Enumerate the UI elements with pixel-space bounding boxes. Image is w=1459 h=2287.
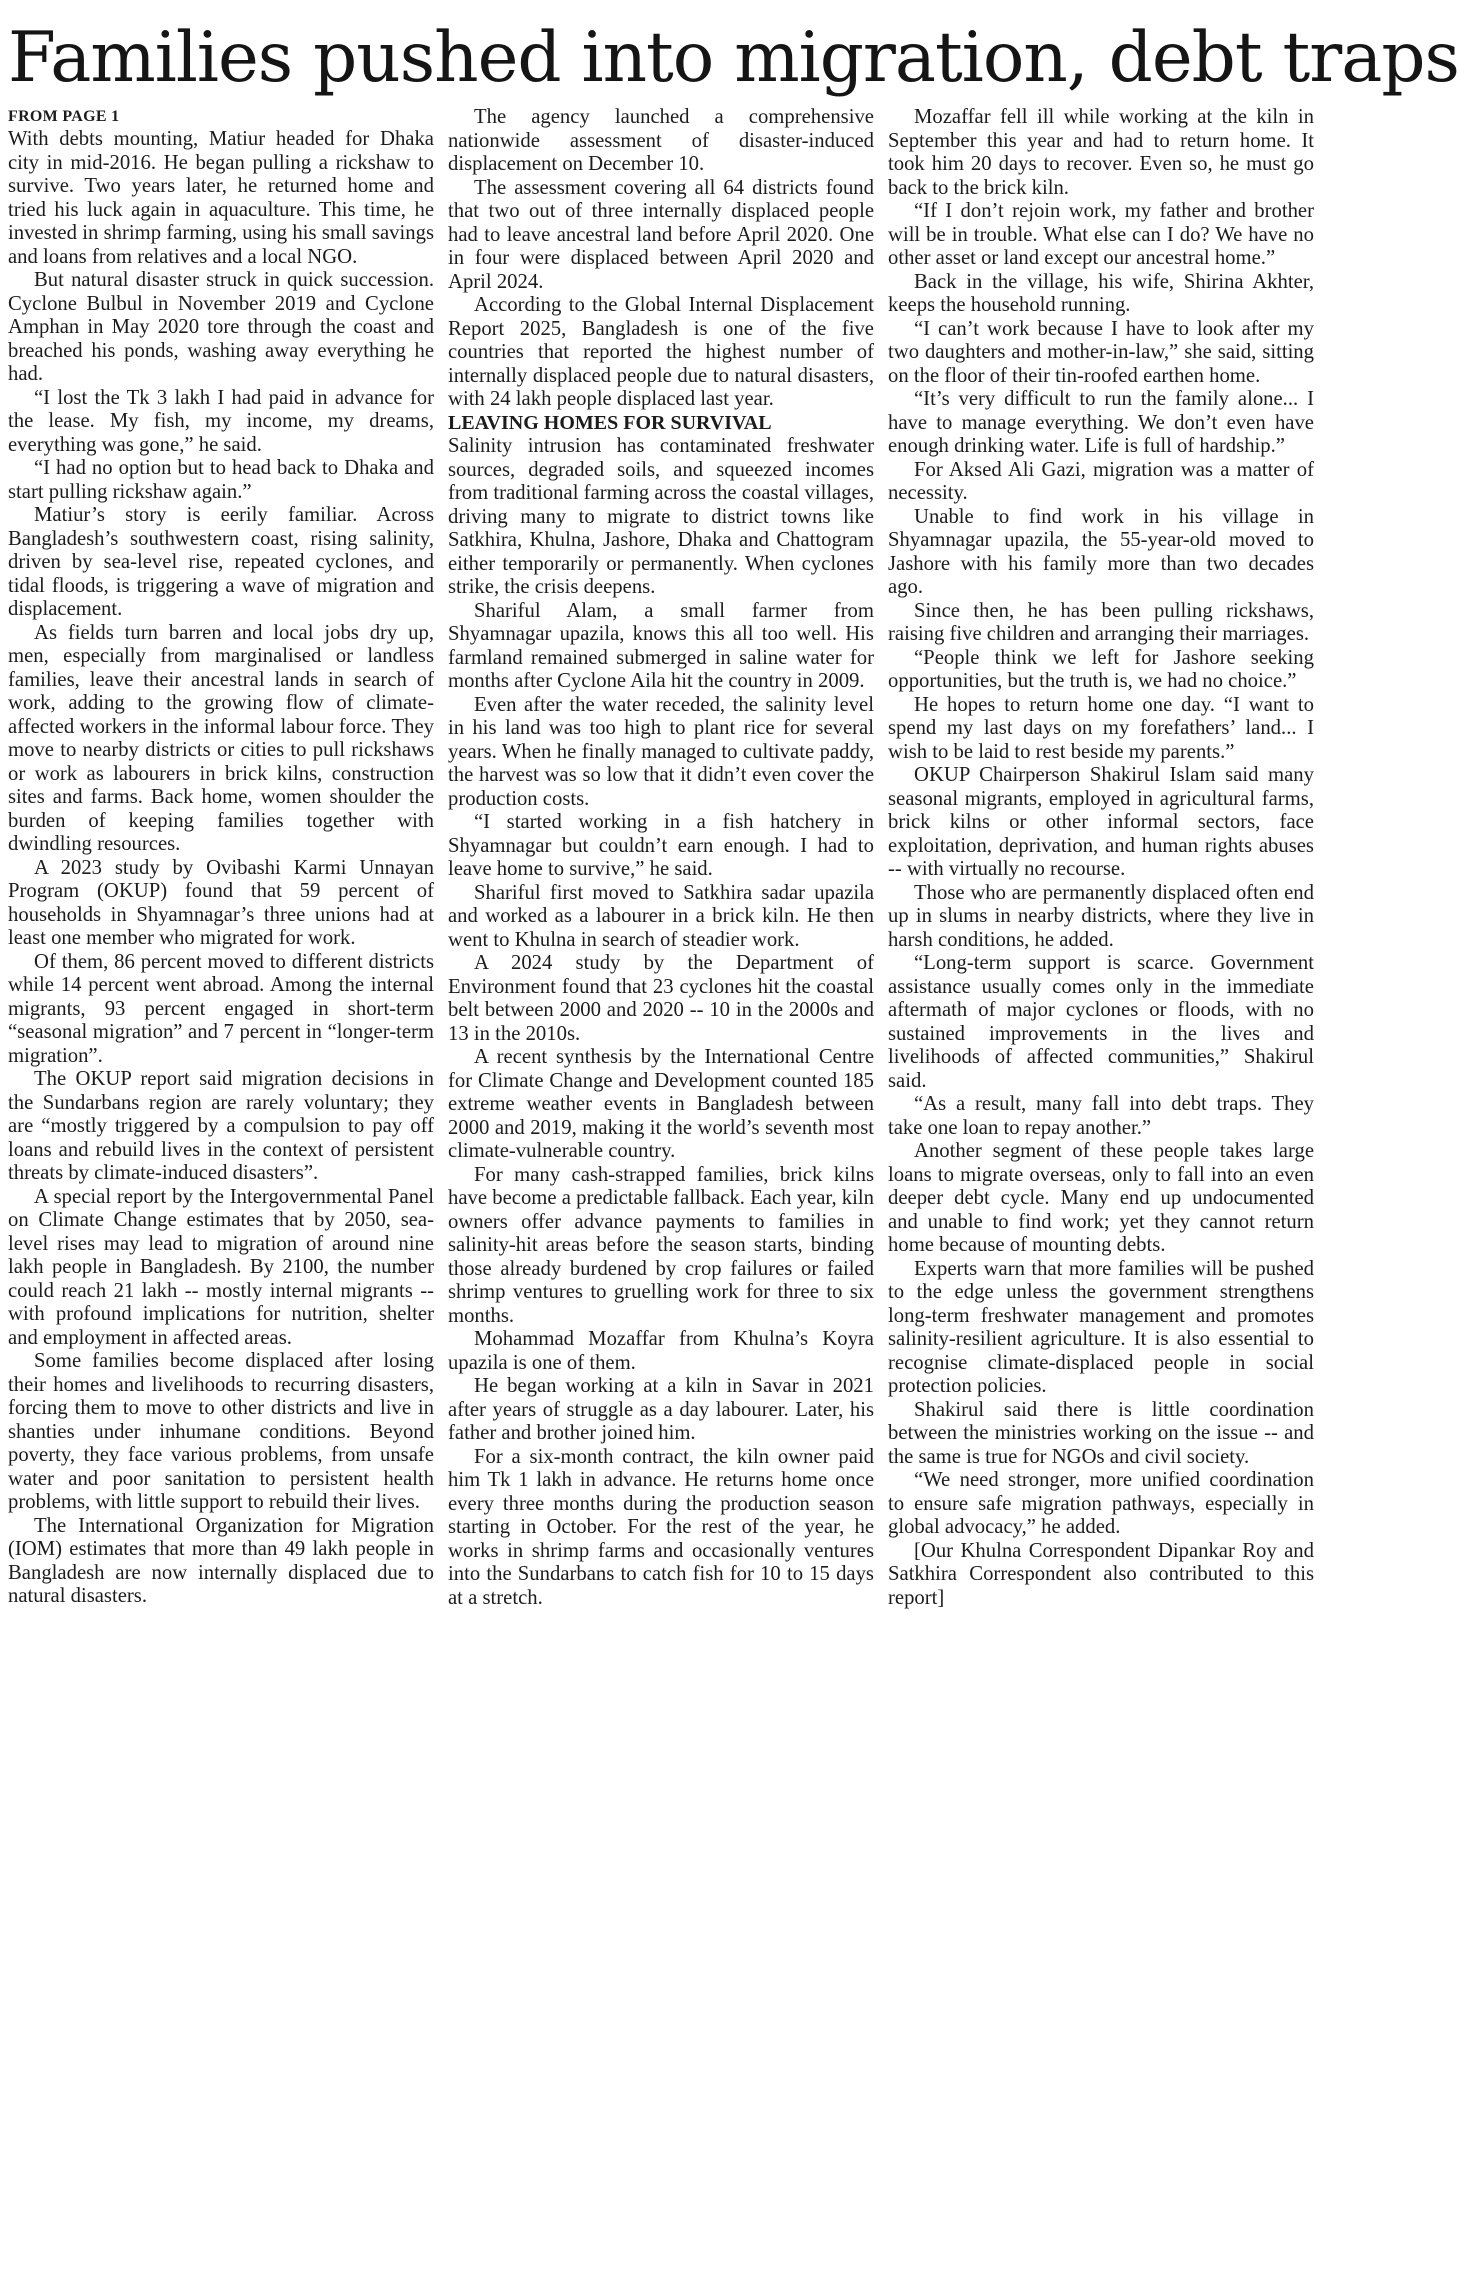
paragraph: “If I don’t rejoin work, my father and brother will be in trouble. What else can I do? We have no other asset or land except our ancestral home.”	[888, 200, 1314, 269]
paragraph: “I had no option but to head back to Dhaka and start pulling rickshaw again.”	[8, 457, 434, 503]
paragraph: A 2023 study by Ovibashi Karmi Unnayan Program (OKUP) found that 59 percent of households in Shyamnagar’s three unions had at least one member who migrated for work.	[8, 856, 434, 949]
paragraph: With debts mounting, Matiur headed for Dhaka city in mid-2016. He began pulling a rickshaw to survive. Two years later, he returned home and tried his luck again in aquaculture. This time, he invested in shrimp farming, using his small savings and loans from relatives and a local NGO.	[8, 128, 434, 268]
paragraph: “Long-term support is scarce. Government assistance usually comes only in the immediate aftermath of major cyclones or floods, with no sustained improvements in the lives and livelihoods of affected communities,” Shakirul said.	[888, 952, 1314, 1092]
paragraph: Shariful first moved to Satkhira sadar upazila and worked as a labourer in a brick kiln. He then went to Khulna in search of steadier work.	[448, 881, 874, 951]
contributor-credit: [Our Khulna Correspondent Dipankar Roy and Satkhira Correspondent also contributed to this report]	[888, 1539, 1314, 1609]
paragraph: “I can’t work because I have to look after my two daughters and mother-in-law,” she said, sitting on the floor of their tin-roofed earthen home.	[888, 317, 1314, 387]
paragraph: Back in the village, his wife, Shirina Akhter, keeps the household running.	[888, 270, 1314, 316]
paragraph: Shakirul said there is little coordination between the ministries working on the issue -- and the same is true for NGOs and civil society.	[888, 1398, 1314, 1468]
paragraph: “People think we left for Jashore seeking opportunities, but the truth is, we had no choice.”	[888, 646, 1314, 692]
paragraph: “We need stronger, more unified coordination to ensure safe migration pathways, especially in global advocacy,” he added.	[888, 1469, 1314, 1538]
paragraph: Unable to find work in his village in Shyamnagar upazila, the 55-year-old moved to Jashore with his family more than two decades ago.	[888, 505, 1314, 598]
column-3	[888, 106, 1314, 2284]
paragraph: According to the Global Internal Displacement Report 2025, Bangladesh is one of the five countries that reported the highest number of internally displaced people due to natural disasters, with 24 lakh people displaced last year.	[448, 294, 874, 410]
paragraph: He hopes to return home one day. “I want to spend my last days on my forefathers’ land... I wish to be laid to rest beside my parents.”	[888, 693, 1314, 763]
paragraph: “I started working in a fish hatchery in Shyamnagar but couldn’t earn enough. I had to leave home to survive,” he said.	[448, 811, 874, 880]
paragraph: “I lost the Tk 3 lakh I had paid in advance for the lease. My fish, my income, my dreams, everything was gone,” he said.	[8, 386, 434, 456]
paragraph: For a six-month contract, the kiln owner paid him Tk 1 lakh in advance. He returns home once every three months during the production season starting in October. For the rest of the year, he works in shrimp farms and occasionally ventures into the Sundarbans to catch fish for 10 to 15 days at a stretch.	[448, 1445, 874, 1609]
section-subhead: LEAVING HOMES FOR SURVIVAL	[448, 411, 772, 434]
paragraph: The assessment covering all 64 districts found that two out of three internally displaced people had to leave ancestral land before April 2020. One in four were displaced between April 2020 and April 2024.	[448, 176, 874, 293]
paragraph: For Aksed Ali Gazi, migration was a matter of necessity.	[888, 458, 1314, 504]
continuation-kicker: FROM PAGE 1	[8, 108, 120, 125]
paragraph: He began working at a kiln in Savar in 2021 after years of struggle as a day labourer. Later, his father and brother joined him.	[448, 1375, 874, 1444]
paragraph: OKUP Chairperson Shakirul Islam said many seasonal migrants, employed in agricultural farms, brick kilns or other informal sectors, face exploitation, deprivation, and human rights abuses -- with virtually no recourse.	[888, 764, 1314, 880]
paragraph: Shariful Alam, a small farmer from Shyamnagar upazila, knows this all too well. His farmland remained submerged in saline water for months after Cyclone Aila hit the country in 2009.	[448, 599, 874, 692]
paragraph: The International Organization for Migration (IOM) estimates that more than 49 lakh people in Bangladesh are now internally displaced due to natural disasters.	[8, 1514, 434, 1607]
paragraph: Some families become displaced after losing their homes and livelihoods to recurring disasters, forcing them to move to other districts and live in shanties under inhumane conditions. Beyond poverty, they face various problems, from unsafe water and poor sanitation to persistent health problems, with little support to rebuild their lives.	[8, 1350, 434, 1513]
paragraph: Matiur’s story is eerily familiar. Across Bangladesh’s southwestern coast, rising salinity, driven by sea-level rise, repeated cyclones, and tidal floods, is triggering a wave of migration and displacement.	[8, 504, 434, 620]
paragraph: Since then, he has been pulling rickshaws, raising five children and arranging their marriages.	[888, 599, 1314, 645]
paragraph: Mozaffar fell ill while working at the kiln in September this year and had to return home. It took him 20 days to recover. Even so, he must go back to the brick kiln.	[888, 106, 1314, 199]
column-2	[448, 106, 874, 2284]
paragraph: A special report by the Intergovernmental Panel on Climate Change estimates that by 2050, sea-level rises may lead to migration of around nine lakh people in Bangladesh. By 2100, the number could reach 21 lakh -- mostly internal migrants -- with profound implications for nutrition, shelter and employment in affected areas.	[8, 1185, 434, 1349]
paragraph: Another segment of these people takes large loans to migrate overseas, only to fall into an even deeper debt cycle. Many end up undocumented and unable to find work; yet they cannot return home because of mounting debts.	[888, 1140, 1314, 1256]
paragraph: The agency launched a comprehensive nationwide assessment of disaster-induced displacement on December 10.	[448, 106, 874, 175]
paragraph: For many cash-strapped families, brick kilns have become a predictable fallback. Each year, kiln owners offer advance payments to families in salinity-hit areas before the season starts, binding those already burdened by crop failures or failed shrimp ventures to gruelling work for three to six months.	[448, 1163, 874, 1327]
paragraph: The OKUP report said migration decisions in the Sundarbans region are rarely voluntary; they are “mostly triggered by a compulsion to pay off loans and rebuild lives in the context of persistent threats by climate-induced disasters”.	[8, 1068, 434, 1184]
paragraph: Those who are permanently displaced often end up in slums in nearby districts, where they live in harsh conditions, he added.	[888, 881, 1314, 951]
paragraph: “As a result, many fall into debt traps. They take one loan to repay another.”	[888, 1093, 1314, 1139]
paragraph: A recent synthesis by the International Centre for Climate Change and Development counted 185 extreme weather events in Bangladesh between 2000 and 2019, making it the world’s seventh most climate-vulnerable country.	[448, 1046, 874, 1162]
paragraph: Of them, 86 percent moved to different districts while 14 percent went abroad. Among the internal migrants, 93 percent engaged in short-term “seasonal migration” and 7 percent in “longer-term migration”.	[8, 950, 434, 1067]
column-1	[8, 106, 434, 2284]
paragraph: But natural disaster struck in quick succession. Cyclone Bulbul in November 2019 and Cyclone Amphan in May 2020 tore through the coast and breached his ponds, washing away everything he had.	[8, 269, 434, 385]
paragraph: Salinity intrusion has contaminated freshwater sources, degraded soils, and squeezed incomes from traditional farming across the coastal villages, driving many to migrate to district towns like Satkhira, Khulna, Jashore, Dhaka and Chattogram either temporarily or permanently. When cyclones strike, the crisis deepens.	[448, 435, 874, 598]
paragraph: Experts warn that more families will be pushed to the edge unless the government strengthens long-term freshwater management and promotes salinity-resilient agriculture. It is also essential to recognise climate-displaced people in social protection policies.	[888, 1257, 1314, 1397]
paragraph: As fields turn barren and local jobs dry up, men, especially from marginalised or landless families, leave their ancestral lands in search of work, adding to the growing flow of climate-affected workers in the informal labour force. They move to nearby districts or cities to pull rickshaws or work as labourers in brick kilns, construction sites and farms. Back home, women shoulder the burden of keeping families together with dwindling resources.	[8, 621, 434, 855]
paragraph: Even after the water receded, the salinity level in his land was too high to plant rice for several years. When he finally managed to cultivate paddy, the harvest was so low that it didn’t even cover the production costs.	[448, 693, 874, 810]
paragraph: Mohammad Mozaffar from Khulna’s Koyra upazila is one of them.	[448, 1328, 874, 1374]
article-body	[8, 106, 1314, 2284]
headline: Families pushed into migration, debt traps	[8, 18, 1459, 98]
paragraph: A 2024 study by the Department of Environment found that 23 cyclones hit the coastal belt between 2000 and 2020 -- 10 in the 2000s and 13 in the 2010s.	[448, 952, 874, 1045]
paragraph: “It’s very difficult to run the family alone... I have to manage everything. We don’t even have enough drinking water. Life is full of hardship.”	[888, 388, 1314, 457]
